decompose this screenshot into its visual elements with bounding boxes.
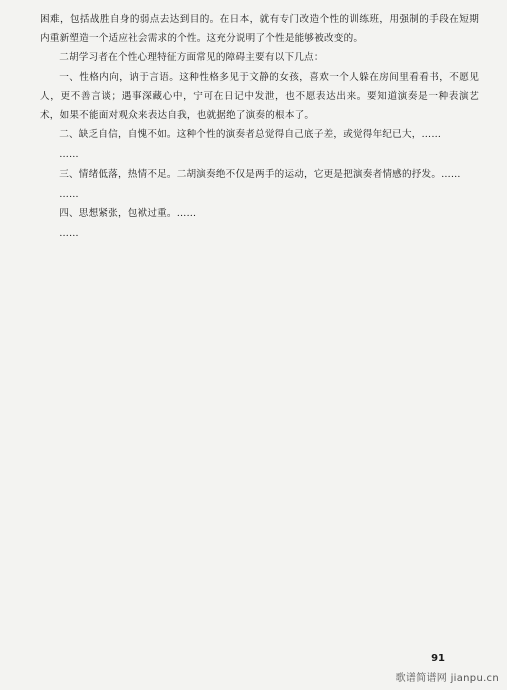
paragraph-point-four: 四、思想紧张，包袱过重。……	[59, 208, 197, 220]
paragraph-point-four-detail: ……	[59, 228, 79, 240]
paragraph-intro-continuation: 困难，包括战胜自身的弱点去达到目的。在日本，就有专门改造个性的训练班，用强制的手段在短期内重新塑造一个适应社会需求的个性。这充分说明了个性是能够被改变的。	[40, 14, 479, 45]
paragraph-obstacles-intro: 二胡学习者在个性心理特征方面常见的障碍主要有以下几点：	[59, 52, 324, 64]
paragraph-point-two-detail: ……	[59, 149, 79, 161]
paragraph-point-one: 一、性格内向，讷于言语。这种性格多见于文静的女孩，喜欢一个人躲在房间里看看书，不愿见人，更不善言谈；遇事深藏心中，宁可在日记中发泄，也不愿表达出来。要知道演奏是一种表演艺术，如果不能面对观众来表达自我，也就据绝了演奏的根本了。	[40, 71, 479, 122]
site-watermark: 歌谱简谱网 jianpu.cn	[395, 673, 499, 684]
paragraph-point-three-detail: ……	[59, 188, 79, 200]
article-body	[40, 10, 479, 243]
paragraph-point-two: 二、缺乏自信，自愧不如。这种个性的演奏者总觉得自己底子差，或觉得年纪已大，……	[59, 129, 442, 141]
page-number: 91	[431, 653, 445, 664]
paragraph-point-three: 三、情绪低落，热情不足。二胡演奏绝不仅是两手的运动，它更是把演奏者情感的抒发。……	[59, 168, 461, 180]
